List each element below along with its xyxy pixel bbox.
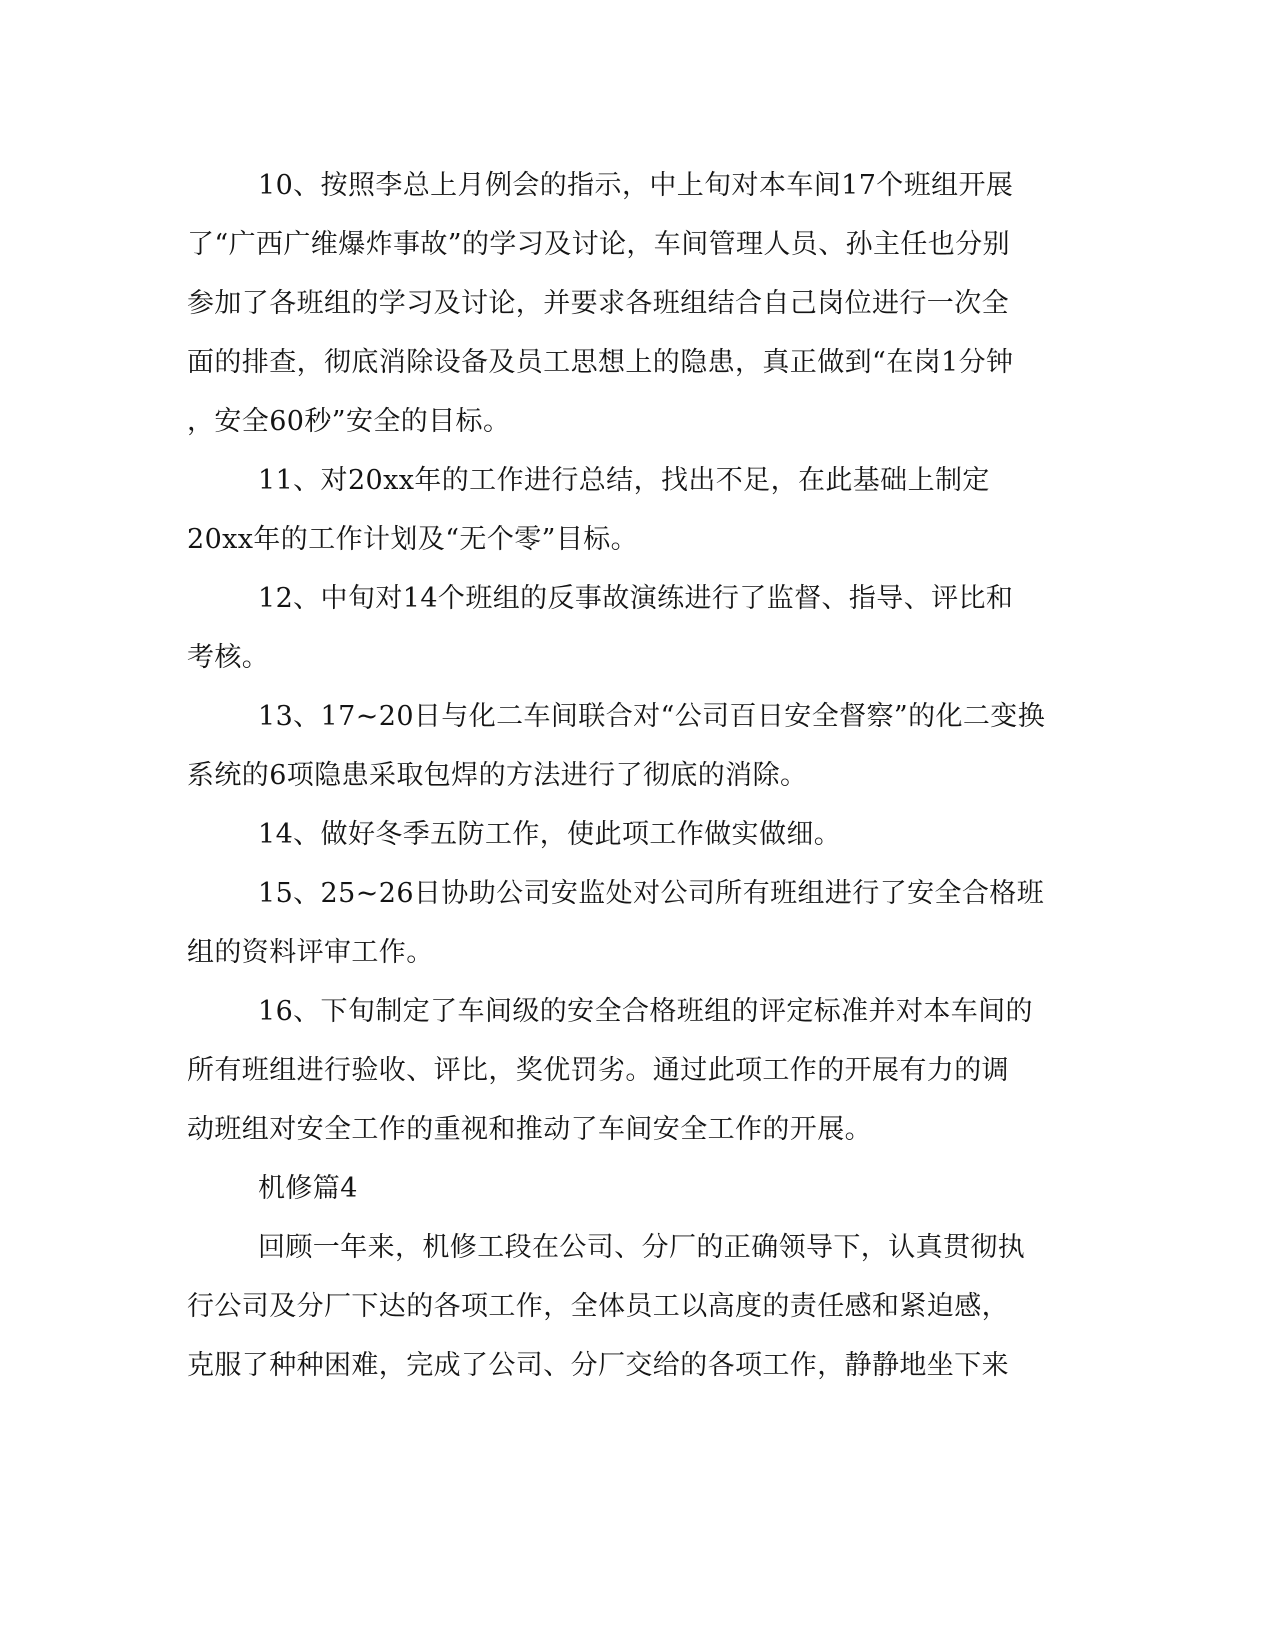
text-line: 回顾一年来，机修工段在公司、分厂的正确领导下，认真贯彻执	[258, 1232, 1026, 1263]
text-line: 12、中旬对14个班组的反事故演练进行了监督、指导、评比和	[258, 583, 1014, 614]
text-line: 考核。	[187, 642, 270, 673]
text-line: 16、下旬制定了车间级的安全合格班组的评定标准并对本车间的	[258, 996, 1033, 1027]
text-line: 克服了种种困难，完成了公司、分厂交给的各项工作，静静地坐下来	[187, 1350, 1009, 1381]
text-line: 14、做好冬季五防工作，使此项工作做实做细。	[258, 819, 842, 850]
text-line: 系统的6项隐患采取包焊的方法进行了彻底的消除。	[187, 760, 808, 791]
text-line: 动班组对安全工作的重视和推动了车间安全工作的开展。	[187, 1114, 872, 1145]
text-line: 所有班组进行验收、评比，奖优罚劣。通过此项工作的开展有力的调	[187, 1055, 1009, 1086]
section-heading: 机修篇4	[258, 1173, 358, 1204]
text-line: 10、按照李总上月例会的指示，中上旬对本车间17个班组开展	[258, 170, 1014, 201]
text-line: 15、25~26日协助公司安监处对公司所有班组进行了安全合格班	[258, 878, 1045, 909]
text-line: 了“广西广维爆炸事故”的学习及讨论，车间管理人员、孙主任也分别	[187, 229, 1011, 260]
text-line: 13、17~20日与化二车间联合对“公司百日安全督察”的化二变换	[258, 701, 1046, 732]
text-line: 参加了各班组的学习及讨论，并要求各班组结合自己岗位进行一次全	[187, 288, 1009, 319]
text-line: 组的资料评审工作。	[187, 937, 434, 968]
text-line: 11、对20xx年的工作进行总结，找出不足，在此基础上制定	[258, 465, 990, 496]
text-line: 行公司及分厂下达的各项工作，全体员工以高度的责任感和紧迫感，	[187, 1291, 1009, 1322]
text-line: 20xx年的工作计划及“无个零”目标。	[187, 524, 639, 555]
text-line: 面的排查，彻底消除设备及员工思想上的隐患，真正做到“在岗1分钟	[187, 347, 1014, 378]
text-line: ，安全60秒”安全的目标。	[187, 406, 511, 437]
